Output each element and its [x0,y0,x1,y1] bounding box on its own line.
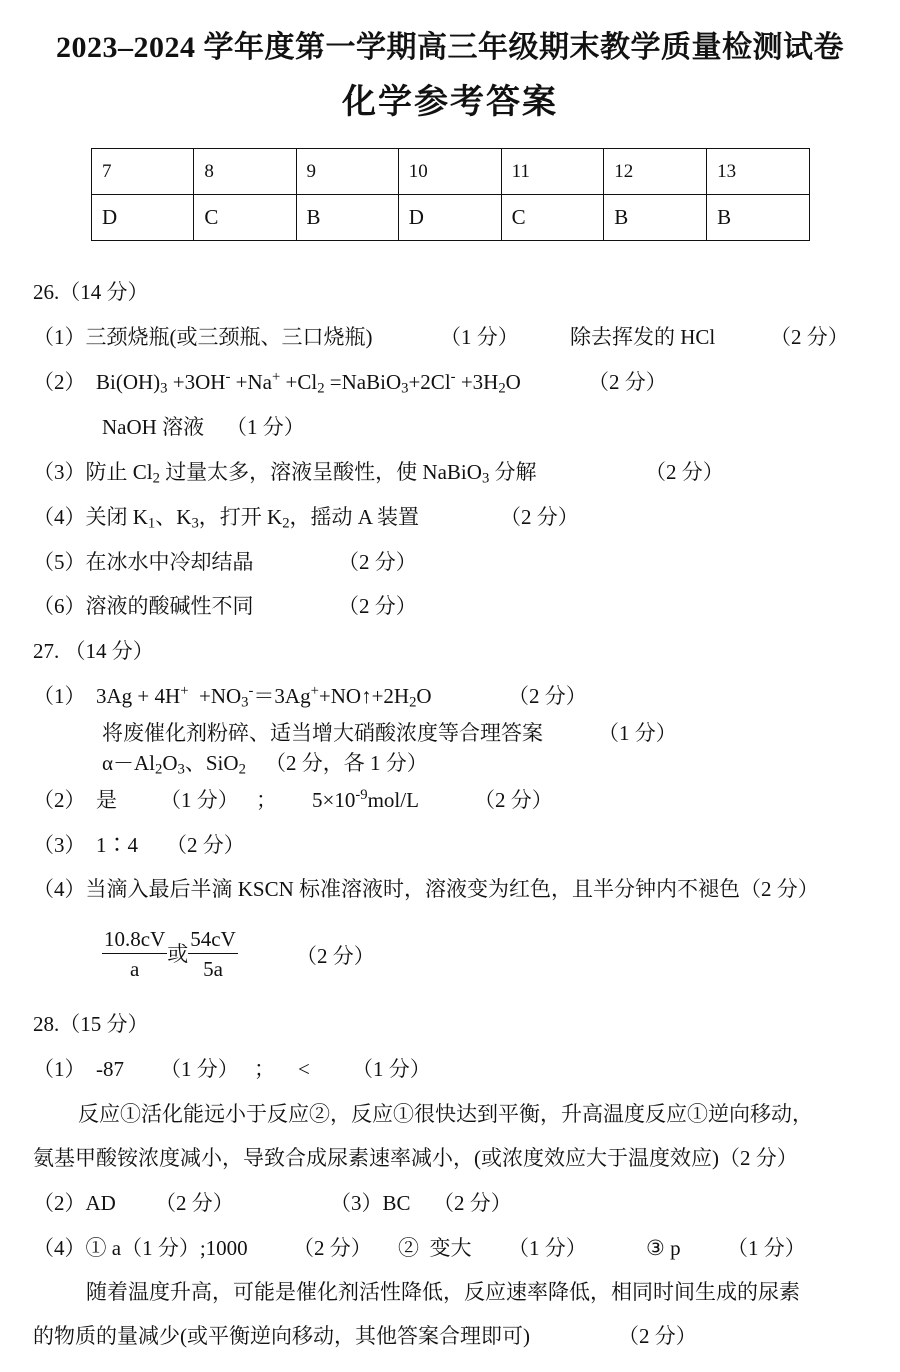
part-label: （3） [33,833,86,857]
part-label: （4） [33,877,86,901]
q26-part1 [33,325,373,350]
q28-header: 28.（15 分） [33,1012,149,1036]
score: （2 分） [618,1324,697,1348]
answer-text: 溶液的酸碱性不同 [85,594,254,618]
answer-text: 当滴入最后半滴 KSCN 标准溶液时，溶液变为红色，且半分钟内不褪色（2 分） [85,877,819,901]
score: （1 分） [508,1236,587,1260]
answer-text: 关闭 $K_1$、$K_3$，打开 $K_2$，摇动 A 装置 [85,505,420,532]
score: （1 分） [352,1057,431,1081]
exam-title: 2023–2024 学年度第一学期高三年级期末教学质量检测试卷 [56,31,844,64]
fraction: $\frac{54cV}{5a}$ [190,927,236,982]
score: （2 分） [155,1191,234,1215]
score: （2 分） [508,684,587,708]
score: （1 分） [160,788,239,812]
score: （2 分） [293,1236,372,1260]
q26-part5 [33,550,254,575]
explanation-text: 的物质的量减少(或平衡逆向移动，其他答案合理即可) [33,1324,530,1348]
score: （1 分） [440,325,519,349]
question-number: 9 [296,149,398,195]
score: （2 分） [338,594,417,618]
explanation-text: 氨基甲酸铵浓度减小，导致合成尿素速率减小，(或浓度效应大于温度效应)（2 分） [33,1146,798,1170]
answer-text: 在冰水中冷却结晶 [85,550,254,574]
answer-text: NaOH 溶液 [102,415,205,439]
answer-text: BC [382,1191,411,1215]
answer-letter: B [604,195,707,241]
q28-part3 [330,1191,411,1216]
answer-text: $\alpha-Al_2O_3$、SiO$_2$ [102,751,246,778]
q26-part4 [33,505,419,530]
q26-part6 [33,594,254,619]
q26-header: 26.（14 分） [33,280,149,304]
score: （2 分） [166,833,245,857]
answer-value: -87 [96,1057,124,1081]
q28-part1 [33,1057,124,1082]
answer-text: ② 变大 [398,1236,472,1260]
score: （2 分） [338,550,417,574]
part-label: （2） [33,370,86,394]
answer-table [91,148,810,241]
explanation-text: 随着温度升高，可能是催化剂活性降低，反应速率降低，相同时间生成的尿素 [86,1280,800,1304]
q28-part2 [33,1191,116,1216]
answer-key-title: 化学参考答案 [342,84,558,121]
answer-text: 防止 $Cl_2$ 过量太多，溶液呈酸性，使 NaBiO$_3$ 分解 [85,460,537,487]
score: （2 分） [588,370,667,394]
part-label: （1） [33,325,86,349]
question-number-row [92,149,810,195]
answer-text: 三颈烧瓶(或三颈瓶、三口烧瓶) [85,325,373,349]
q27-part4 [33,877,819,902]
fraction-answer: $\frac{10.8cV}{a}$ 或 $\frac{54cV}{5a}$ [104,927,236,982]
part-label: （5） [33,550,86,574]
part-label: （2） [33,1191,86,1215]
answer-letter: B [296,195,398,241]
chemical-equation: $Bi(OH)_3 +3OH^- +Na^+ +Cl_2$ =NaBiO$_3$+2Cl- $+3H_2O$ [96,368,521,397]
answer-text: ① a（1 分）;1000 [85,1236,248,1260]
part-label: （4） [33,1236,86,1260]
question-number: 7 [92,149,194,195]
score: （1 分） [727,1236,806,1260]
score: （2 分） [645,460,724,484]
score: （1 分） [160,1057,239,1081]
score: （1 分） [226,415,305,439]
q26-part2 [33,370,521,395]
separator: ； [256,788,277,812]
part-label: （3） [33,460,86,484]
q27-part3 [33,833,138,858]
part-label: （3） [330,1191,383,1215]
q27-part2 [33,788,117,813]
chemical-equation: $3Ag + 4H^+ +NO_3^-=3Ag^++NO↑+2H_2O$ [96,682,432,711]
answer-text: 除去挥发的 HCl [570,325,716,349]
explanation-text: 反应①活化能远小于反应②，反应①很快达到平衡，升高温度反应①逆向移动， [78,1102,813,1126]
answer-text: 1∶4 [96,833,138,857]
fraction: $\frac{10.8cV}{a}$ [104,927,166,982]
question-number: 10 [398,149,501,195]
q28-part4 [33,1236,248,1261]
score: （2 分） [770,325,849,349]
score: （1 分） [598,721,677,745]
answer-text: 是 [96,788,117,812]
q26-part3 [33,460,537,485]
answer-letter: C [194,195,296,241]
score: （2 分） [500,505,579,529]
answer-row [92,195,810,241]
answer-value: $5\times 10^{-9}mol/L$ [312,786,419,812]
score: （2 分） [296,944,375,968]
part-label: （1） [33,1057,86,1081]
answer-text: ③ p [646,1236,681,1260]
answer-letter: B [707,195,810,241]
score: （2 分） [433,1191,512,1215]
question-number: 8 [194,149,296,195]
part-label: （2） [33,788,86,812]
answer-letter: D [92,195,194,241]
answer-value: < [298,1057,310,1081]
answer-text: AD [85,1191,116,1215]
question-number: 12 [604,149,707,195]
separator: ； [254,1057,275,1081]
q27-part1 [33,684,432,709]
score: （2 分） [474,788,553,812]
q27-header: 27. （14 分） [33,639,154,663]
part-label: （4） [33,505,86,529]
part-label: （6） [33,594,86,618]
question-number: 13 [707,149,810,195]
answer-letter: D [398,195,501,241]
part-label: （1） [33,684,86,708]
question-number: 11 [501,149,604,195]
answer-text: 将废催化剂粉碎、适当增大硝酸浓度等合理答案 [102,721,543,745]
score: （2 分，各 1 分） [265,751,428,775]
answer-letter: C [501,195,604,241]
